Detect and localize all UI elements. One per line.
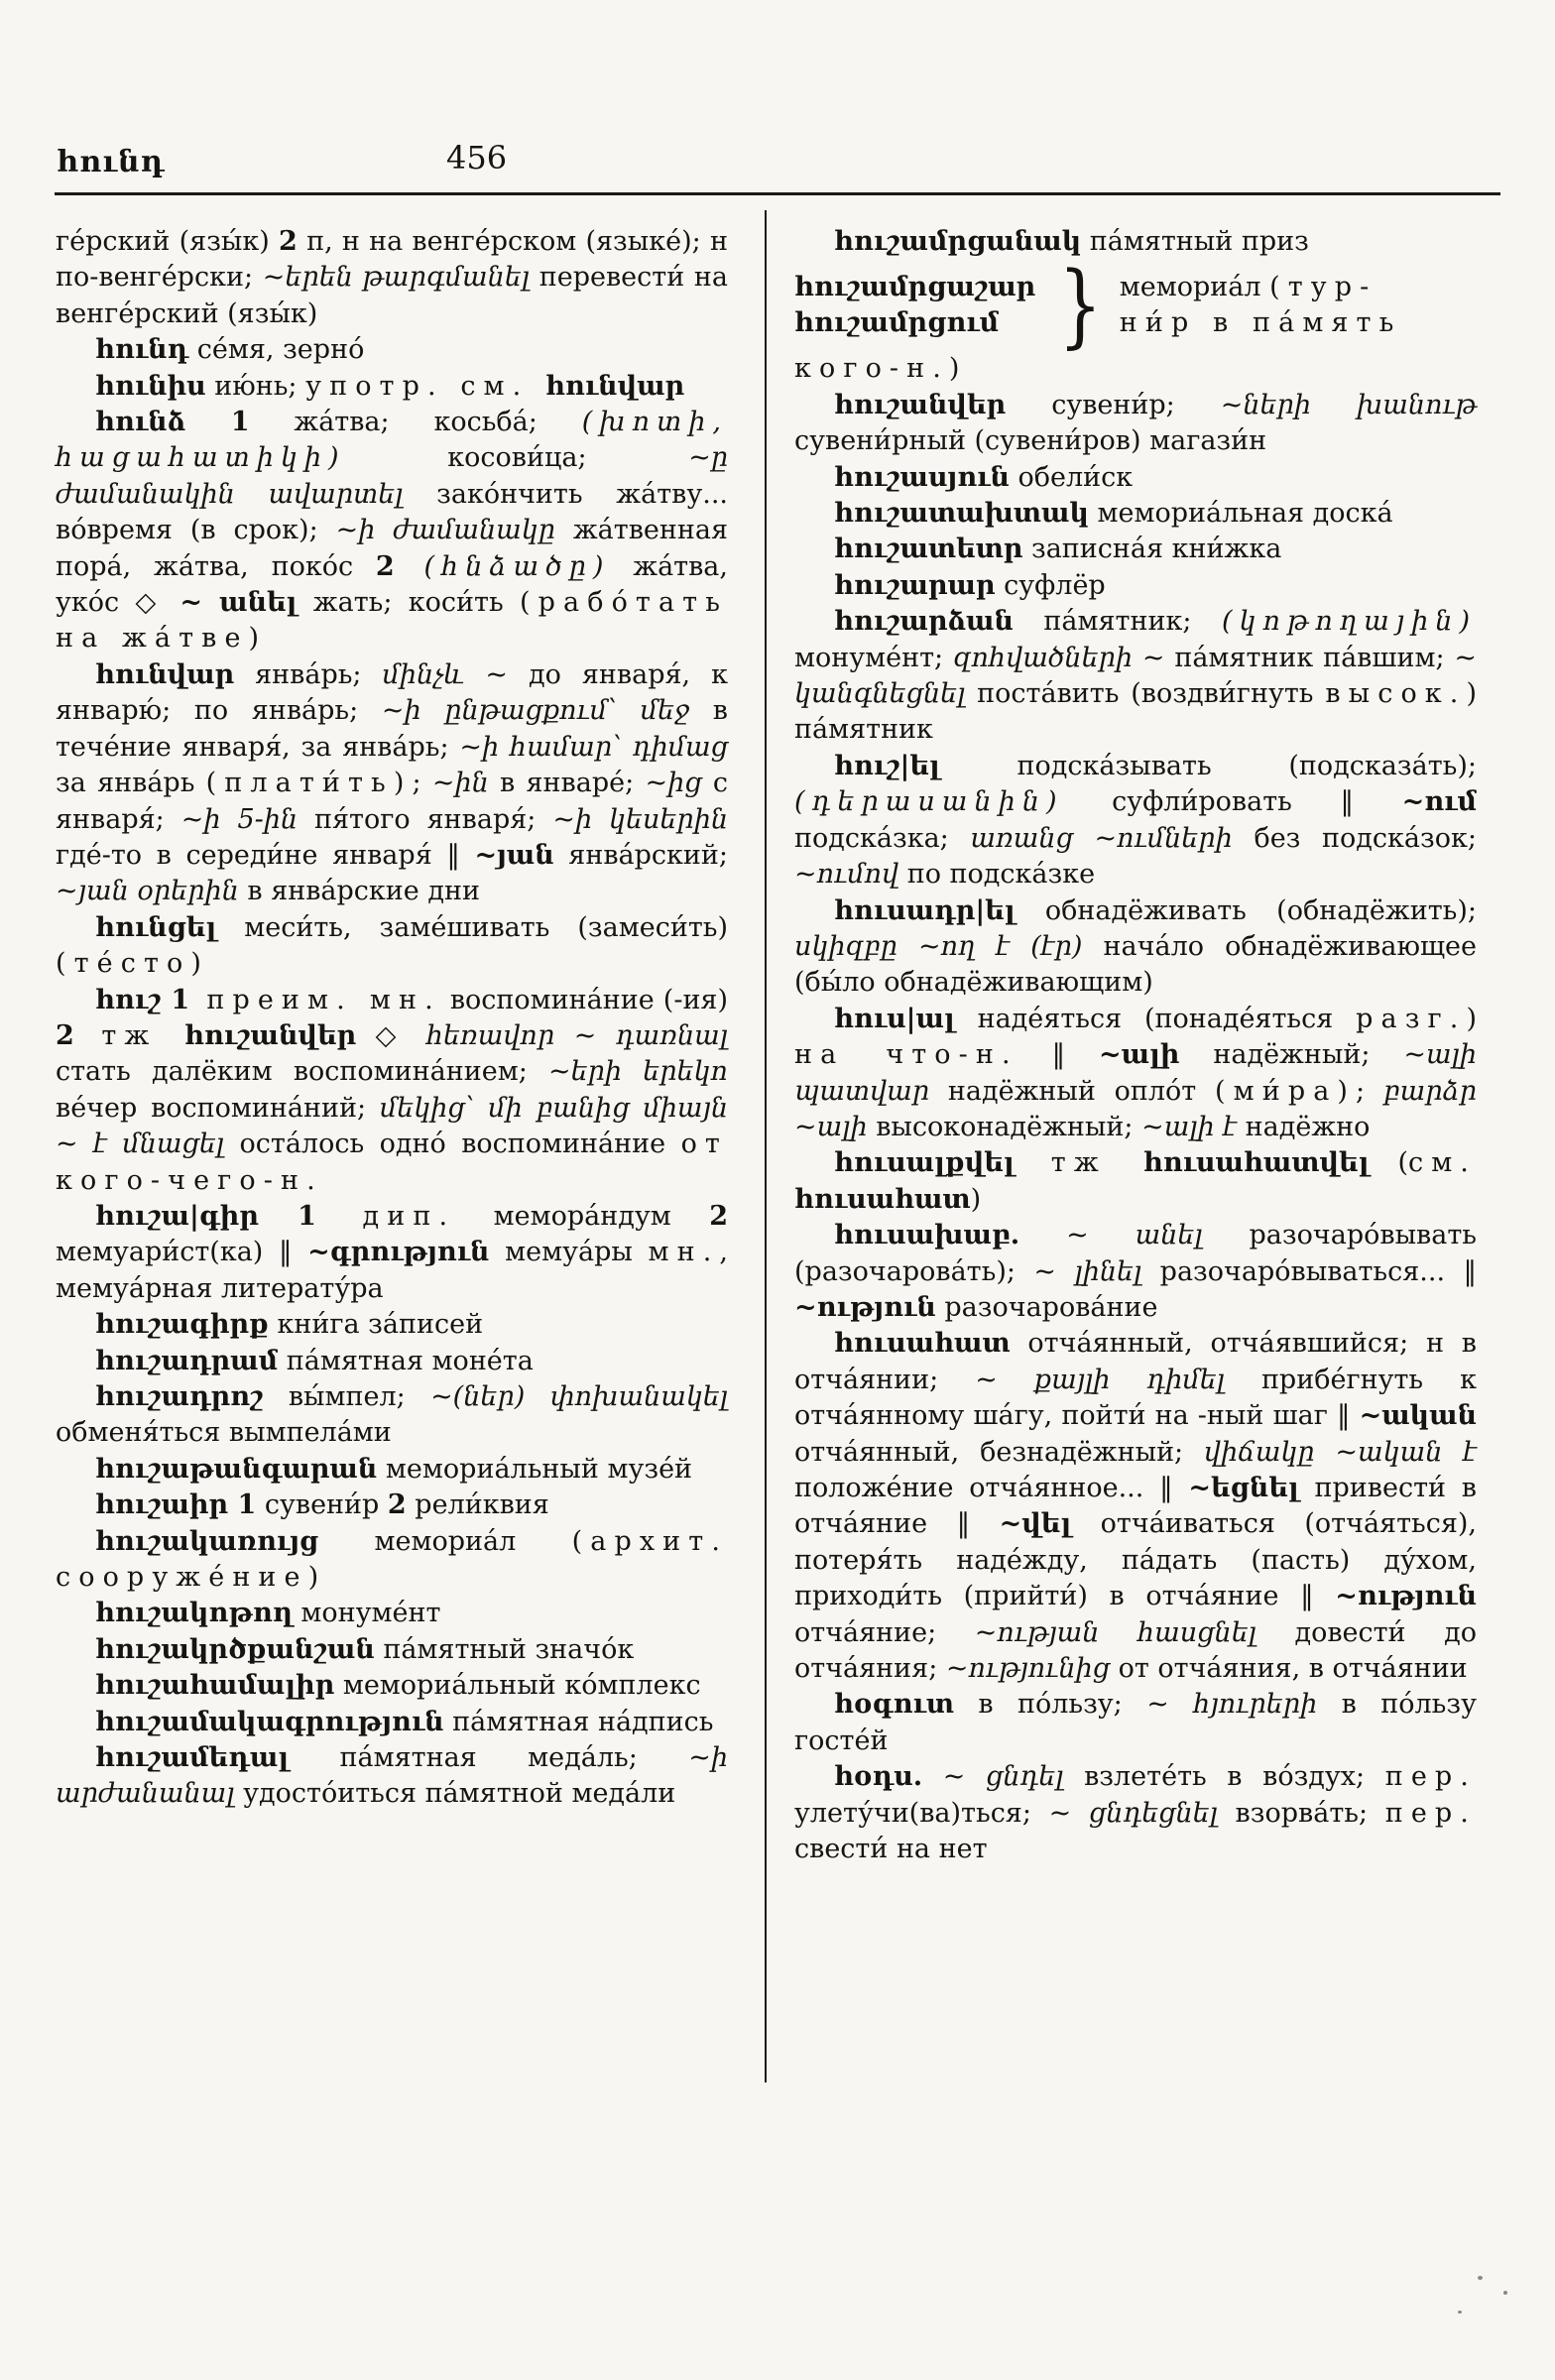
left-column [56, 224, 728, 1813]
entry-hushahamalir: հուշահամալիր мемориа́льный ко́мплекс [95, 1670, 701, 1702]
entry-hushasyun: հուշասյուն обели́ск [834, 461, 1134, 493]
entry-hunis: հունիս ию́нь; употр. см. հունվար [95, 370, 685, 402]
entry-husakhab: հուսախաբ. ~ անել разочаро́вывать (разочарова́ть); ~ լինել разочаро́вываться... ‖ ~ություն разочарова́ние [794, 1220, 1477, 1323]
entry-hushamrtsashar-hushamrtsum [794, 252, 1477, 359]
scan-speck [1478, 2276, 1483, 2280]
entry-hushagir: հուշա|գիր 1 дип. мемора́ндум 2 мемуари́ст(ка) ‖ ~գրություն мемуа́ры мн., мемуа́рная литерату́ра [56, 1200, 728, 1304]
entry-hushagirk: հուշագիրք кни́га за́писей [95, 1309, 484, 1341]
entry-hushakotogh: հուշակոթող монуме́нт [95, 1598, 441, 1629]
brace-translation: мемориа́л (тур- ни́р в па́мять [1119, 272, 1402, 339]
page-number: 456 [446, 139, 508, 177]
running-head-catchword: հունդ [57, 145, 166, 179]
entry-husadrel: հուսադր|ել обнадёживать (обнадёжить); սկիզբը ~ող է (էր) нача́ло обнадёживающее (бы́ло обнадёживающим) [794, 894, 1478, 999]
right-column [794, 224, 1477, 1867]
column-divider-rule [765, 210, 767, 2082]
entry-hogut: հօգուտ в по́льзу; ~ հյուրերի в по́льзу госте́й [794, 1689, 1477, 1756]
entry-hushair: հուշաիր 1 сувени́р 2 рели́квия [95, 1489, 549, 1521]
entry-hund: հունդ се́мя, зерно́ [95, 334, 365, 366]
headword: հուշամրցաշար [794, 272, 1036, 302]
entry-husharar: հուշարար суфлёр [834, 569, 1106, 601]
entry-hushamakagrutyun: հուշամակագրություն па́мятная на́дпись [95, 1706, 714, 1737]
entry-hushatakhtak: հուշատախտակ мемориа́льная доска́ [834, 498, 1393, 530]
brace-icon: } [1058, 252, 1103, 359]
entry-hushamrtsanak: հուշամրցանակ па́мятный приз [834, 226, 1309, 257]
entry-hods: հօդս. ~ ցնդել взлете́ть в во́здух; пер. улету́чи(ва)ться; ~ ցնդեցնել взорва́ть; пер. свести́ на нет [794, 1761, 1477, 1865]
entry-huntsel: հունցել меси́ть, заме́шивать (замеси́ть) (те́сто) [56, 911, 728, 980]
header-rule [55, 192, 1500, 195]
entry-hundz: հունձ 1 жа́тва; косьба́; (խոտի, հացահատիկի) косови́ца; ~ը ժամանակին ավարտել зако́нчить жа́тву... во́время (в срок); ~ի ժամանակը жа́твенная пора́, жа́тва, поко́с 2 (հնձածը) жа́тва, уко́с ◇ ~ անել жать; коси́ть (рабо́тать на жа́тве) [56, 407, 729, 654]
continuation-hungaren: ге́рский (язы́к) 2 п, н на венге́рском (языке́); н по-венге́рски; ~երեն թարգմանել перевести́ на венге́рский (язы́к) [56, 226, 728, 329]
entry-hunvar: հունվար янва́рь; մինչև ~ до января́, к январю́; по янва́рь; ~ի ընթացքում՝ մեջ в тече́ние января́, за янва́рь; ~ի համար՝ դիմաց за янва́рь (плати́ть); ~ին в январе́; ~ից с января́; ~ի 5-ին пя́того января́; ~ի կեսերին где́-то в середи́не января́ ‖ ~յան янва́рский; ~յան օրերին в янва́рские дни [56, 658, 729, 907]
entry-husalkvel: հուսալքվել тж հուսահատվել (см. հուսահատ) [794, 1147, 1477, 1215]
scan-speck [1458, 2311, 1462, 2314]
entry-hushakrtskanshan: հուշակրծքանշան па́мятный значо́к [95, 1633, 635, 1665]
entry-hushatetr: հուշատետր записна́я кни́жка [834, 534, 1282, 565]
entry-hushadram: հուշադրամ па́мятная моне́та [95, 1345, 534, 1376]
entry-husharzdan: հուշարձան па́мятник; (կոթողային) монуме́нт; զոհվածների ~ па́мятник па́вшим; ~ կանգնեցնել поста́вить (воздви́гнуть высок.) па́мятник [794, 606, 1478, 746]
entry-hushamedal: հուշամեդալ па́мятная меда́ль; ~ի արժանանալ удосто́иться па́мятной меда́ли [56, 1742, 728, 1810]
entry-husahat: հուսահատ отча́янный, отча́явшийся; н в отча́янии; ~ քայլի դիմել прибе́гнуть к отча́янному ша́гу, пойти́ на -ный шаг ‖ ~ական отча́янный, безнадёжный; վիճակը ~ական է положе́ние отча́янное... ‖ ~եցնել привести́ в отча́яние ‖ ~վել отча́иваться (отча́яться), потеря́ть наде́жду, па́дать (пасть) ду́хом, приходи́ть (прийти́) в отча́яние ‖ ~ություն отча́яние; ~ության հասցնել довести́ до отча́яния; ~ությունից от отча́яния, в отча́янии [794, 1328, 1478, 1685]
headword: հուշամրցում [794, 307, 1000, 339]
brace-headwords [794, 270, 1035, 342]
entry-hushadrosh: հուշադրոշ вы́мпел; ~(ներ) փոխանակել обменя́ться вымпела́ми [56, 1381, 728, 1449]
entry-hushakaruyts: հուշակառույց мемориа́л (архит. сооруже́ние) [56, 1525, 728, 1594]
entry-husal: հուս|ալ наде́яться (понаде́яться разг.) на что-н. ‖ ~ալի надёжный; ~ալի պատվար надёжный опло́т (ми́ра); բարձր ~ալի высоконадёжный; ~ալի է надёжно [794, 1003, 1478, 1142]
scan-speck [1503, 2291, 1507, 2295]
entry-hushanver: հուշանվեր сувени́р; ~ների խանութ сувени́рный (сувени́ров) магази́н [794, 389, 1477, 457]
entry-hush: հուշ 1 преим. мн. воспомина́ние (-ия) 2 тж հուշանվեր ◇ հեռավոր ~ դառնալ стать далёким воспомина́нием; ~երի երեկո ве́чер воспомина́ний; մեկից՝ մի բանից միայն ~ է մնացել оста́лось одно́ воспомина́ние от кого-чего-н. [56, 984, 729, 1196]
entry-hushatangaran: հուշաթանգարան мемориа́льный музе́й [95, 1453, 693, 1485]
entry-hushel: հուշ|ել подска́зывать (подсказа́ть); (դերասանին) суфли́ровать ‖ ~ում подска́зка; առանց ~ումների без подска́зок; ~ումով по подска́зке [794, 750, 1477, 891]
entry-hushamrtsashar-hushamrtsum-continuation: кого-н.) [794, 353, 968, 385]
